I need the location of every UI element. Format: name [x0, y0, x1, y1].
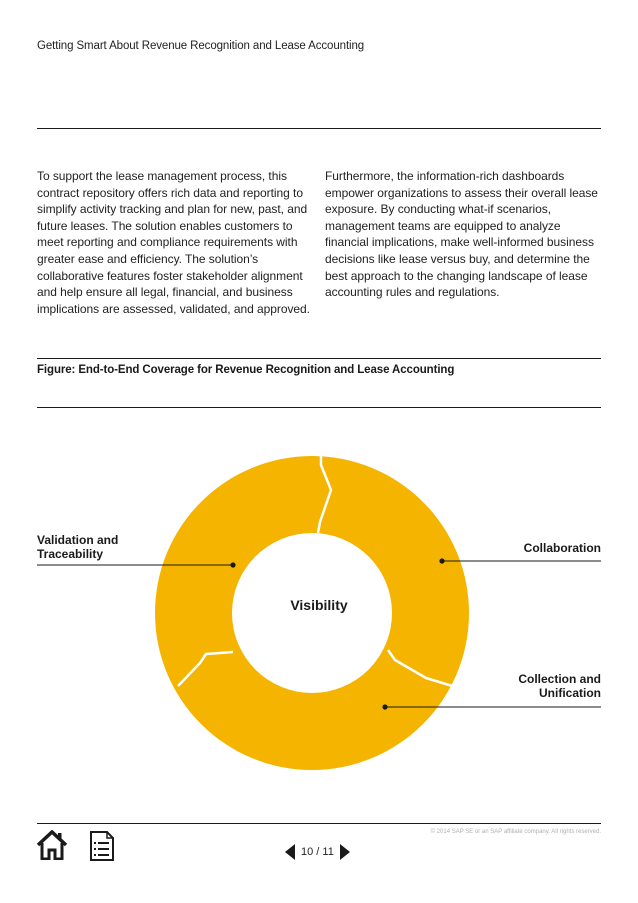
home-icon[interactable] [36, 830, 68, 860]
donut-center-label: Visibility [290, 597, 348, 613]
next-page-arrow-icon[interactable] [340, 844, 350, 860]
segment-label-collaboration: Collaboration [523, 541, 601, 555]
caption-top-divider [37, 358, 601, 359]
previous-page-arrow-icon[interactable] [285, 844, 295, 860]
leader-dot-collaboration [439, 558, 444, 563]
segment-label-collection [518, 672, 601, 700]
footer-divider [37, 823, 601, 824]
donut-ring [155, 456, 469, 770]
document-header-title: Getting Smart About Revenue Recognition and Lease Accounting [37, 40, 365, 52]
caption-bottom-divider [37, 407, 601, 408]
body-left-column: To support the lease management process, this contract repository offers rich data and reporting to simplify activity tracking and plan for new, past, and future leases. The solution enables customers to meet reporting and compliance requirements with greater ease and efficiency. The solution’s collaborative features foster stakeholder alignment and help ensure all legal, financial, and business implications are assessed, validated, and approved. [37, 169, 310, 316]
figure-caption: Figure: End-to-End Coverage for Revenue Recognition and Lease Accounting [37, 364, 455, 376]
segment-label-collection-line1: Collection and [518, 672, 601, 686]
copyright-notice: © 2014 SAP SE or an SAP affiliate company. All rights reserved. [430, 829, 601, 835]
leader-dot-validation [230, 562, 235, 567]
table-of-contents-icon[interactable] [89, 830, 115, 862]
segment-label-validation-line2: Traceability [37, 547, 104, 561]
top-divider [37, 128, 601, 129]
leader-dot-collection [382, 704, 387, 709]
segment-label-validation [37, 533, 118, 561]
segment-label-validation-line1: Validation and [37, 533, 119, 547]
segment-label-collection-line2: Unification [539, 686, 601, 700]
body-right-column: Furthermore, the information-rich dashboards empower organizations to assess their overall lease exposure. By conducting what-if scenarios, management teams are equipped to analyze financial implications, make well-informed business decisions like lease versus buy, and determine the best approach to the changing landscape of lease accounting rules and regulations. [325, 169, 598, 300]
page-indicator: 10 / 11 [301, 846, 334, 858]
page-navigator [285, 843, 350, 861]
